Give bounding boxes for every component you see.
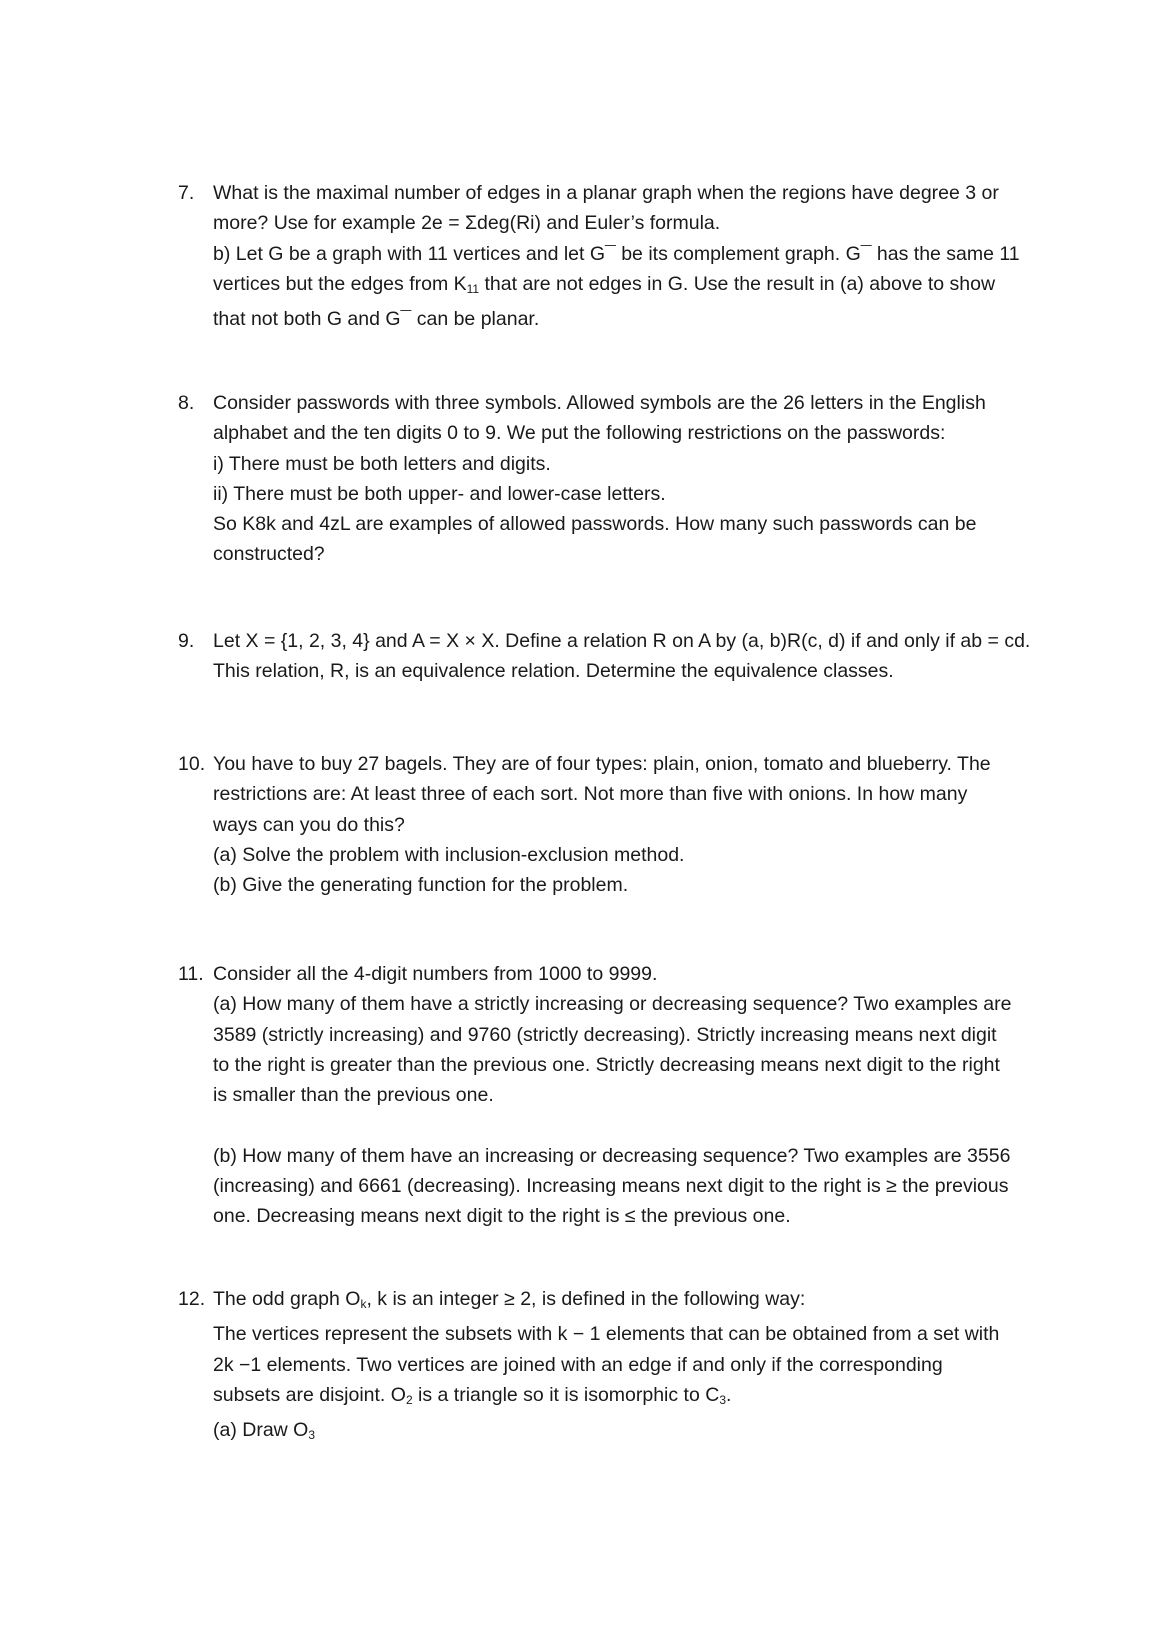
question-number: 7. <box>178 182 195 204</box>
subscript: 3 <box>719 1392 727 1407</box>
text-line: (a) Draw $O_3$ <box>213 1419 316 1443</box>
text-line: ways can you do this? <box>213 813 405 836</box>
question-text <box>213 388 1023 570</box>
text-line: (increasing) and 6661 (decreasing). Increasing means next digit to the right is ≥ the previous <box>213 1175 1009 1198</box>
text-line <box>213 1110 1023 1140</box>
text-line: What is the maximal number of edges in a planar graph when the regions have degree 3 or <box>213 182 999 204</box>
text-line: ii) There must be both upper- and lower-case letters. <box>213 482 666 505</box>
text-line: b) Let G be a graph with 11 vertices and let G¯ be its complement graph. G¯ has the same 11 <box>213 242 1020 265</box>
text-line: (a) How many of them have a strictly increasing or decreasing sequence? Two examples are <box>213 993 1012 1016</box>
text-line: This relation, R, is an equivalence relation. Determine the equivalence classes. <box>213 660 894 683</box>
subscript: 2 <box>405 1392 413 1407</box>
text-line: 3589 (strictly increasing) and 9760 (strictly decreasing). Strictly increasing means next digit <box>213 1023 997 1046</box>
text-line: The vertices represent the subsets with k − 1 elements that can be obtained from a set with <box>213 1323 1000 1346</box>
text-line: You have to buy 27 bagels. They are of four types: plain, onion, tomato and blueberry. The <box>213 753 991 775</box>
question-text <box>213 178 1023 334</box>
question-text <box>213 1284 1023 1450</box>
text-line: Consider all the 4-digit numbers from 1000 to 9999. <box>213 963 658 985</box>
text-line: more? Use for example 2e = Σdeg(Ri) and Euler’s formula. <box>213 212 721 235</box>
question-number: 12. <box>178 1288 206 1310</box>
text-line: subsets are disjoint. $O_2$ is a triangle so it is isomorphic to $C_3$. <box>213 1383 732 1407</box>
text-line: one. Decreasing means next digit to the right is ≤ the previous one. <box>213 1205 791 1228</box>
question-number: 8. <box>178 392 195 414</box>
question-number: 11. <box>178 963 204 985</box>
text-line: restrictions are: At least three of each sort. Not more than five with onions. In how many <box>213 783 968 806</box>
question-text <box>213 749 1023 900</box>
question-number: 9. <box>178 630 195 652</box>
text-line: (b) Give the generating function for the problem. <box>213 874 629 897</box>
text-line: (b) How many of them have an increasing or decreasing sequence? Two examples are 3556 <box>213 1144 1011 1167</box>
subscript: k <box>360 1297 367 1311</box>
text-line: i) There must be both letters and digits. <box>213 452 551 475</box>
text-line: vertices but the edges from $K_{11}$ that are not edges in G. Use the result in (a) above to show <box>213 272 996 296</box>
text-line: Let X = {1, 2, 3, 4} and A = X × X. Define a relation R on A by (a, b)R(c, d) if and only if ab = cd. <box>213 630 1031 652</box>
subscript: 3 <box>308 1428 316 1443</box>
text-line: 2k −1 elements. Two vertices are joined with an edge if and only if the corresponding <box>213 1353 943 1376</box>
text-line: to the right is greater than the previous one. Strictly decreasing means next digit to the right <box>213 1053 1000 1076</box>
subscript: 11 <box>466 281 480 296</box>
question-text <box>213 959 1023 1232</box>
text-line: constructed? <box>213 543 325 566</box>
text-line: that not both G and G¯ can be planar. <box>213 308 540 331</box>
question-number: 10. <box>178 753 206 775</box>
text-line: alphabet and the ten digits 0 to 9. We put the following restrictions on the passwords: <box>213 422 946 445</box>
text-line: So K8k and 4zL are examples of allowed passwords. How many such passwords can be <box>213 513 977 536</box>
text-line: is smaller than the previous one. <box>213 1084 494 1107</box>
question-text <box>213 626 1031 687</box>
text-line: Consider passwords with three symbols. Allowed symbols are the 26 letters in the English <box>213 392 986 414</box>
text-line: (a) Solve the problem with inclusion-exclusion method. <box>213 843 685 866</box>
text-line: The odd graph $O_k$, k is an integer ≥ 2, is defined in the following way: <box>213 1288 806 1311</box>
